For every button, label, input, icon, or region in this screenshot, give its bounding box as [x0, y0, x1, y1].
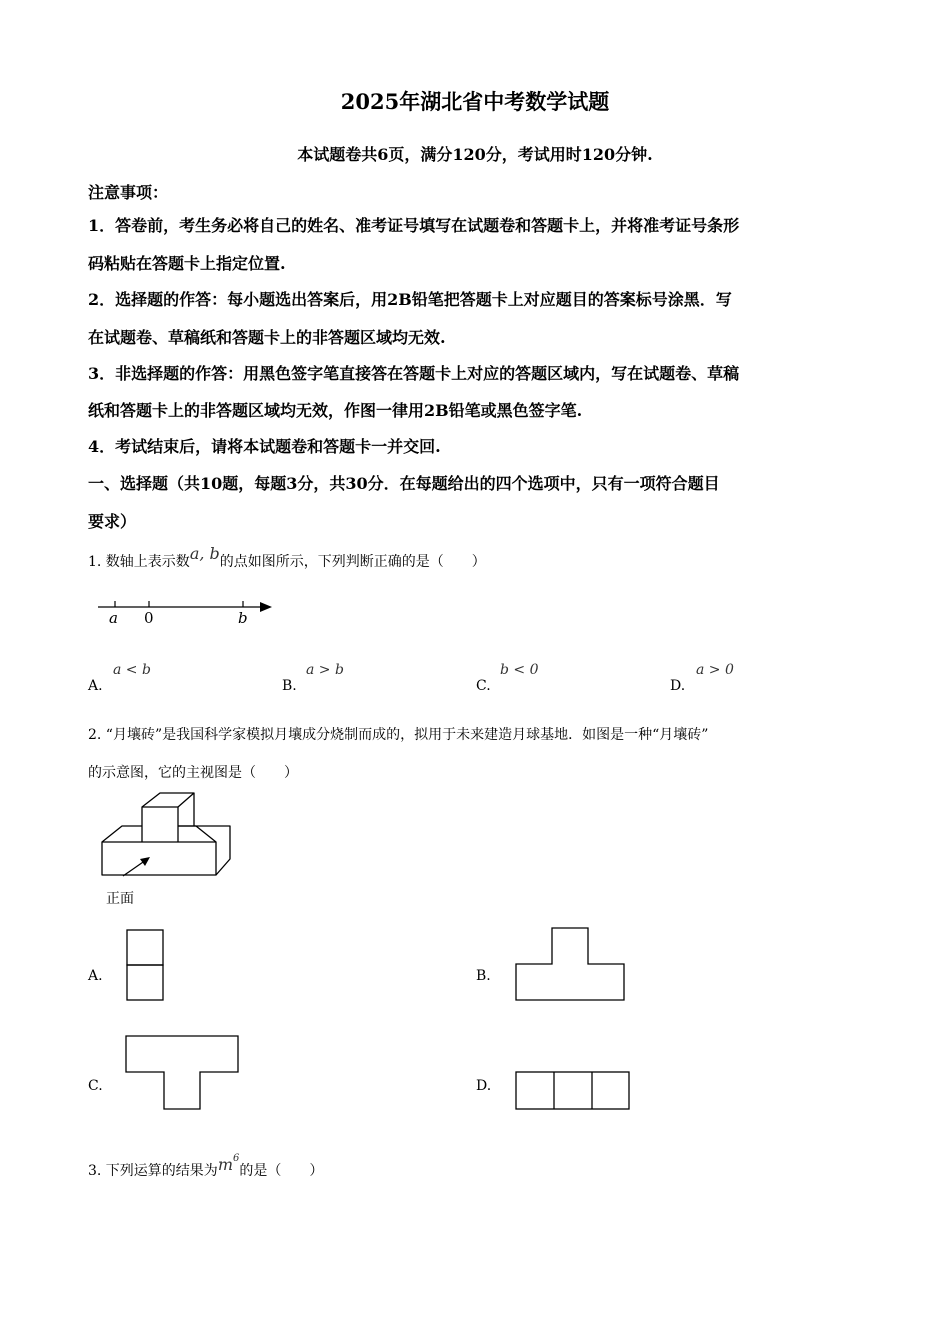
q2-option-c-figure[interactable]	[124, 1035, 240, 1113]
axis-label-b: b	[238, 609, 248, 627]
question-2-line-1: 2. “月壤砖”是我国科学家模拟月壤成分烧制而成的，拟用于未来建造月球基地．如图是一种“月壤砖”	[88, 727, 709, 743]
q2-option-b-figure[interactable]	[514, 927, 628, 1003]
notice-item-3-line-2: 纸和答题卡上的非答题区域均无效，作图一律用2B铅笔或黑色签字笔.	[88, 401, 583, 420]
question-1-prefix: 1. 数轴上表示数	[88, 554, 190, 570]
question-3-prefix: 3. 下列运算的结果为	[88, 1163, 218, 1179]
question-1-stem	[88, 544, 486, 571]
number-line-arrow-icon	[260, 602, 272, 612]
q1-option-c-letter[interactable]: C.	[476, 678, 491, 694]
section-1-heading-line-2: 要求）	[88, 512, 137, 531]
question-3-exponent: 6	[232, 1153, 240, 1165]
q2-option-a-letter[interactable]: A.	[88, 968, 103, 984]
q2-option-a-figure[interactable]	[126, 929, 166, 1003]
page-title: 2025年湖北省中考数学试题	[340, 89, 610, 114]
q1-option-b-expr: a > b	[306, 662, 344, 678]
q2-option-b-letter[interactable]: B.	[476, 968, 491, 984]
q1-option-a-letter[interactable]: A.	[88, 678, 103, 694]
question-3-suffix: 的是（ ）	[239, 1163, 324, 1179]
front-arrow-icon	[140, 857, 150, 866]
number-line-figure	[98, 596, 278, 636]
q1-option-d-letter[interactable]: D.	[670, 678, 686, 694]
axis-label-a: a	[109, 609, 118, 627]
q1-option-b-letter[interactable]: B.	[282, 678, 297, 694]
notice-item-4: 4．考试结束后，请将本试题卷和答题卡一并交回.	[88, 437, 441, 456]
notice-item-3-line-1: 3．非选择题的作答：用黑色签字笔直接答在答题卡上对应的答题区域内，写在试题卷、草稿	[88, 364, 740, 383]
notice-item-1-line-1: 1．答卷前，考生务必将自己的姓名、准考证号填写在试题卷和答题卡上，并将准考证号条形	[88, 216, 740, 235]
notice-item-1-line-2: 码粘贴在答题卡上指定位置.	[88, 254, 286, 273]
notice-heading: 注意事项：	[88, 183, 169, 202]
q2-option-d-figure[interactable]	[515, 1071, 631, 1113]
q2-option-d-letter[interactable]: D.	[476, 1078, 492, 1094]
moon-brick-figure	[100, 792, 240, 887]
question-2-line-2: 的示意图，它的主视图是（ ）	[88, 765, 298, 781]
exam-info: 本试题卷共6页，满分120分，考试用时120分钟.	[297, 145, 653, 164]
question-3-stem	[88, 1153, 324, 1180]
question-3-base: m	[217, 1155, 233, 1174]
section-1-heading-line-1: 一、选择题（共10题，每题3分，共30分．在每题给出的四个选项中，只有一项符合题目	[88, 474, 720, 493]
front-label: 正面	[106, 891, 134, 907]
q1-option-a-expr: a < b	[113, 662, 151, 678]
axis-label-zero: 0	[144, 609, 154, 627]
notice-item-2-line-2: 在试题卷、草稿纸和答题卡上的非答题区域均无效.	[88, 328, 446, 347]
question-1-suffix: 的点如图所示，下列判断正确的是（ ）	[219, 554, 486, 570]
q1-option-d-expr: a > 0	[696, 662, 734, 678]
question-1-variables: a, b	[189, 544, 220, 563]
q1-option-c-expr: b < 0	[500, 662, 539, 678]
q2-option-c-letter[interactable]: C.	[88, 1078, 103, 1094]
notice-item-2-line-1: 2．选择题的作答：每小题选出答案后，用2B铅笔把答题卡上对应题目的答案标号涂黑．写	[88, 290, 732, 309]
